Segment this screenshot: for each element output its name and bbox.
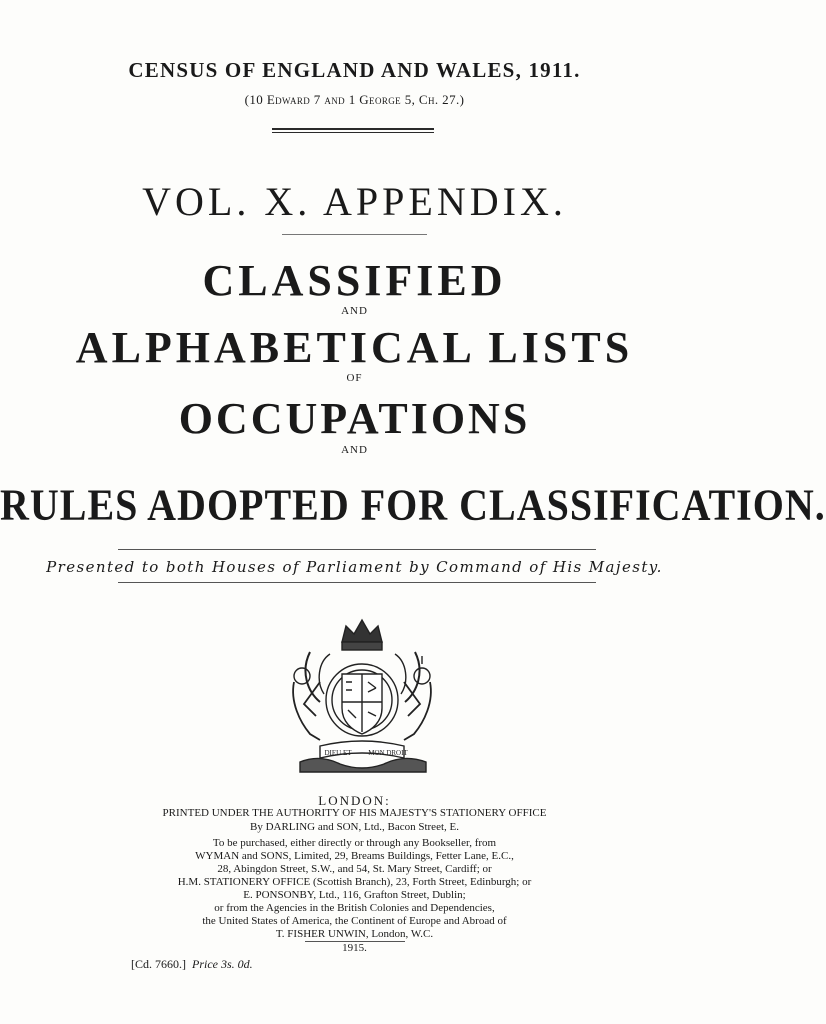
- imprint-line-5: 28, Abingdon Street, S.W., and 54, St. Mary Street, Cardiff; or: [217, 863, 492, 875]
- presented-rule-top: [118, 549, 596, 550]
- heading-and-2: AND: [341, 444, 368, 456]
- imprint-line-10: T. FISHER UNWIN, London, W.C.: [275, 928, 434, 940]
- presented-line: Presented to both Houses of Parliament by Command of His Majesty.: [46, 558, 663, 576]
- command-paper-price: [131, 957, 253, 972]
- heading-classified: CLASSIFIED: [202, 256, 507, 305]
- heading-occupations: OCCUPATIONS: [178, 394, 531, 443]
- command-paper-number: [Cd. 7660.]: [131, 957, 186, 971]
- imprint-line-6: H.M. STATIONERY OFFICE (Scottish Branch), 23, Forth Street, Edinburgh; or: [177, 876, 532, 888]
- heading-and-1: AND: [341, 305, 368, 317]
- royal-coat-of-arms-icon: [280, 612, 445, 784]
- double-rule-top-2: [272, 132, 434, 133]
- imprint-line-4: WYMAN and SONS, Limited, 29, Breams Buildings, Fetter Lane, E.C.,: [195, 850, 514, 862]
- imprint-line-3: To be purchased, either directly or through any Bookseller, from: [212, 837, 497, 849]
- publication-year: 1915.: [342, 942, 367, 954]
- heading-rules: RULES ADOPTED FOR CLASSIFICATION.: [0, 479, 826, 530]
- motto-right: MON DROIT: [368, 749, 408, 757]
- price: Price 3s. 0d.: [192, 957, 253, 971]
- presented-rule-bottom: [118, 582, 596, 583]
- motto-left: DIEU ET: [324, 749, 352, 757]
- imprint-line-9: the United States of America, the Continent of Europe and Abroad of: [202, 915, 507, 927]
- imprint-london: LONDON:: [318, 793, 391, 808]
- imprint-line-7: E. PONSONBY, Ltd., 116, Grafton Street, Dublin;: [243, 889, 466, 901]
- volume-heading: VOL. X. APPENDIX.: [142, 179, 567, 224]
- act-reference: (10 Edward 7 and 1 George 5, Ch. 27.): [244, 92, 465, 107]
- heading-alphabetical-lists: ALPHABETICAL LISTS: [75, 323, 634, 372]
- census-title: CENSUS OF ENGLAND AND WALES, 1911.: [128, 58, 581, 82]
- short-rule: [282, 234, 427, 235]
- double-rule-top: [272, 128, 434, 130]
- heading-of: OF: [346, 372, 363, 384]
- imprint-line-8: or from the Agencies in the British Colonies and Dependencies,: [214, 902, 495, 914]
- imprint-line-1: PRINTED UNDER THE AUTHORITY OF HIS MAJESTY'S STATIONERY OFFICE: [162, 807, 547, 819]
- imprint-line-2: By DARLING and SON, Ltd., Bacon Street, E.: [250, 821, 459, 833]
